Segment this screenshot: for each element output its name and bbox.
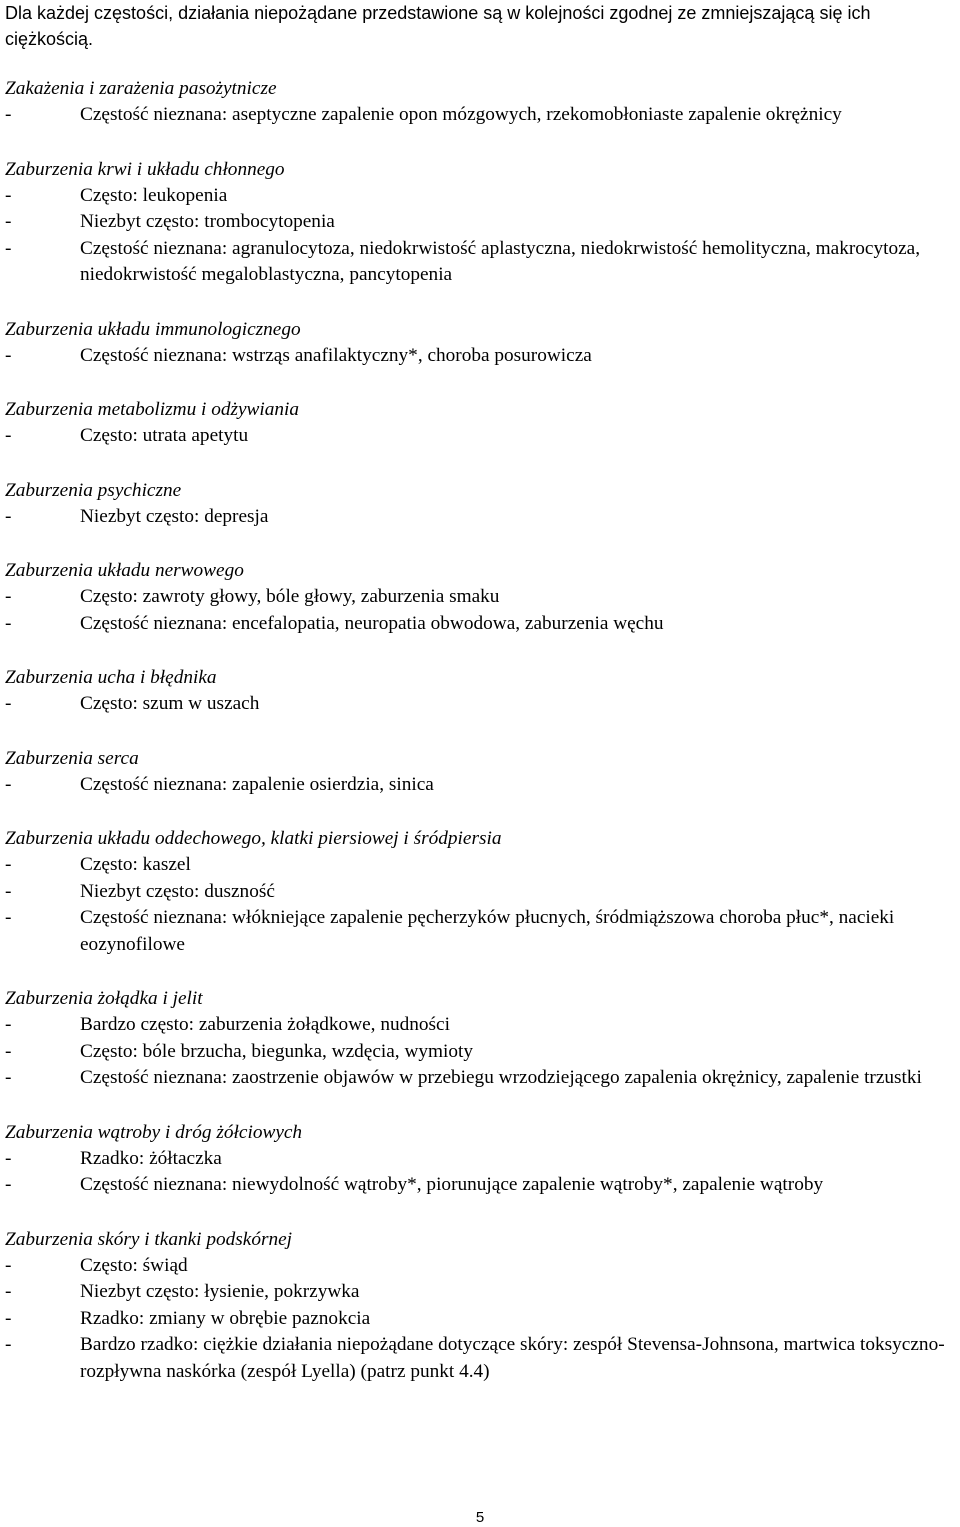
list-item [5, 879, 960, 906]
section-heading: Zaburzenia serca [5, 747, 139, 769]
list-item [5, 1039, 960, 1066]
list-dash: - [5, 586, 12, 607]
section [5, 825, 960, 958]
list-item [5, 102, 960, 129]
list-dash: - [5, 1334, 12, 1355]
list-item-text: Często: zawroty głowy, bóle głowy, zaburzenia smaku [80, 586, 500, 607]
list-dash: - [5, 854, 12, 875]
list-item-text: Częstość nieznana: aseptyczne zapalenie opon mózgowych, rzekomobłoniaste zapalenie okrężnicy [80, 104, 842, 125]
list-item [5, 1012, 960, 1039]
section-heading: Zaburzenia skóry i tkanki podskórnej [5, 1228, 293, 1250]
list-item-text: Niezbyt często: trombocytopenia [80, 211, 335, 232]
list-item [5, 236, 960, 289]
section-heading: Zaburzenia układu nerwowego [5, 560, 244, 581]
list-item [5, 1332, 960, 1385]
list-item [5, 611, 960, 638]
adverse-reactions-list [5, 75, 960, 1412]
list-item-text: Bardzo często: zaburzenia żołądkowe, nudności [80, 1014, 450, 1035]
list-item [5, 772, 960, 799]
list-dash: - [5, 1307, 12, 1329]
list-item [5, 343, 960, 370]
section-heading: Zaburzenia metabolizmu i odżywiania [5, 399, 300, 420]
list-dash: - [5, 1067, 12, 1088]
list-item-text: Często: świąd [80, 1254, 188, 1276]
list-item-text: Częstość nieznana: encefalopatia, neuropatia obwodowa, zaburzenia węchu [80, 612, 664, 634]
section [5, 316, 960, 370]
list-item [5, 209, 960, 236]
list-dash: - [5, 1254, 12, 1276]
list-item [5, 1065, 960, 1092]
section [5, 985, 960, 1092]
section [5, 477, 960, 531]
list-item-text: Częstość nieznana: włókniejące zapalenie pęcherzyków płucnych, śródmiąższowa choroba płuc*, nacieki eozynofilowe [80, 907, 895, 955]
list-dash: - [5, 1174, 12, 1195]
list-item-text: Częstość nieznana: niewydolność wątroby*, piorunujące zapalenie wątroby*, zapalenie wątroby [80, 1174, 824, 1195]
section-heading: Zaburzenia układu oddechowego, klatki piersiowej i śródpiersia [5, 828, 502, 849]
list-dash: - [5, 344, 12, 366]
list-item-text: Częstość nieznana: zaostrzenie objawów w przebiegu wrzodziejącego zapalenia okrężnicy, zapalenie trzustki [80, 1067, 922, 1088]
list-item [5, 584, 960, 611]
list-item-text: Często: bóle brzucha, biegunka, wzdęcia, wymioty [80, 1040, 473, 1062]
list-item-text: Częstość nieznana: wstrząs anafilaktyczny*, choroba posurowicza [80, 344, 592, 366]
section-heading: Zaburzenia psychiczne [5, 479, 182, 501]
section [5, 664, 960, 718]
list-item-text: Często: leukopenia [80, 184, 228, 206]
list-item-text: Niezbyt często: łysienie, pokrzywka [80, 1281, 360, 1302]
list-dash: - [5, 184, 12, 206]
section [5, 396, 960, 450]
section [5, 1119, 960, 1199]
list-dash: - [5, 693, 12, 714]
list-item [5, 423, 960, 450]
list-dash: - [5, 211, 12, 232]
list-dash: - [5, 1014, 12, 1035]
section [5, 75, 960, 129]
section [5, 156, 960, 289]
section [5, 1226, 960, 1386]
list-dash: - [5, 104, 12, 125]
list-item-text: Częstość nieznana: agranulocytoza, niedokrwistość aplastyczna, niedokrwistość hemolityczna, makrocytoza, niedokrwistość megaloblastyczna, pancytopenia [80, 237, 921, 285]
section-heading: Zaburzenia krwi i układu chłonnego [5, 158, 285, 180]
list-item-text: Bardzo rzadko: ciężkie działania niepożądane dotyczące skóry: zespół Stevensa-Johnsona, martwica toksyczno-rozpływna naskórka (zespół Lyella) (patrz punkt 4.4) [80, 1334, 945, 1382]
list-item-text: Niezbyt często: duszność [80, 880, 275, 902]
list-dash: - [5, 1040, 12, 1062]
list-item-text: Często: kaszel [80, 854, 191, 875]
list-dash: - [5, 1281, 12, 1302]
list-dash: - [5, 907, 12, 928]
list-item-text: Często: szum w uszach [80, 693, 260, 714]
section-heading: Zaburzenia wątroby i dróg żółciowych [5, 1121, 303, 1143]
list-dash: - [5, 505, 12, 527]
list-item [5, 1253, 960, 1280]
section-heading: Zaburzenia układu immunologicznego [5, 318, 301, 340]
list-item [5, 183, 960, 210]
intro-paragraph: Dla każdej częstości, działania niepożądane przedstawione są w kolejności zgodnej ze zmniejszającą się ich ciężkością. [5, 3, 871, 49]
list-item-text: Często: utrata apetytu [80, 425, 249, 446]
section [5, 557, 960, 637]
list-dash: - [5, 237, 12, 259]
list-dash: - [5, 880, 12, 902]
section-heading: Zaburzenia ucha i błędnika [5, 667, 217, 688]
list-dash: - [5, 425, 12, 446]
list-item-text: Rzadko: zmiany w obrębie paznokcia [80, 1307, 371, 1329]
section-heading: Zaburzenia żołądka i jelit [5, 988, 203, 1009]
list-item-text: Rzadko: żółtaczka [80, 1147, 222, 1169]
list-item [5, 691, 960, 718]
list-item [5, 905, 960, 958]
list-dash: - [5, 773, 12, 795]
list-item [5, 1306, 960, 1333]
list-item [5, 1172, 960, 1199]
list-item [5, 504, 960, 531]
list-dash: - [5, 1147, 12, 1169]
list-item [5, 1146, 960, 1173]
section-heading: Zakażenia i zarażenia pasożytnicze [5, 78, 277, 99]
page-number: 5 [475, 1509, 485, 1526]
list-item-text: Częstość nieznana: zapalenie osierdzia, sinica [80, 773, 434, 795]
list-item [5, 1279, 960, 1306]
section [5, 745, 960, 799]
list-item-text: Niezbyt często: depresja [80, 505, 269, 527]
list-item [5, 852, 960, 879]
list-dash: - [5, 612, 12, 634]
